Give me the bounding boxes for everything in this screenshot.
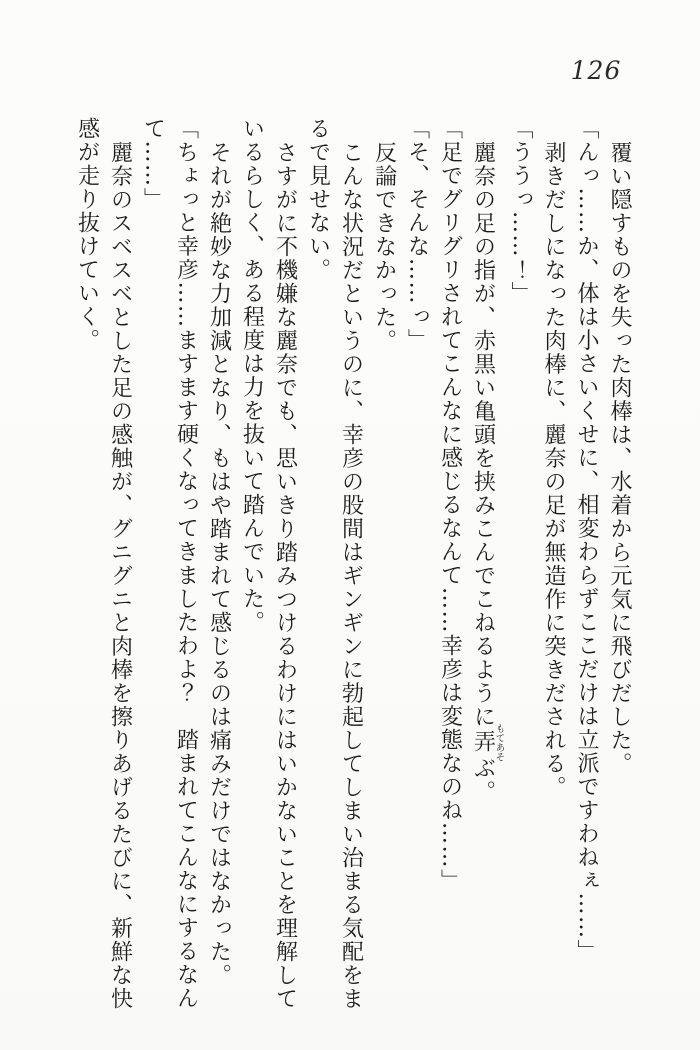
paragraph: さすがに不機嫌な麗奈でも、思いきり踏みつけるわけにはいかないことを理解しているらしく、ある程度は力を抜いて踏んでいた。 [239, 117, 298, 1010]
paragraph: 覆い隠すものを失った肉棒は、水着から元気に飛びだした。 [607, 140, 632, 775]
paragraph: 「ちょっと幸彦……ますます硬くなってきましたわよ？ 踏まれてこんなにするなんて……」 [140, 117, 199, 1010]
paragraph: 麗奈のスベスベとした足の感触が、グニグニと肉棒を擦りあげるたびに、新鮮な快感が走り抜けていく。 [74, 117, 133, 1010]
paragraph: 「足でグリグリされてこんなに感じるなんて……幸彦は変態なのね……」 [437, 117, 463, 893]
text-block [71, 117, 637, 1012]
paragraph: 剥きだしになった肉棒に、麗奈の足が無造作に突きだされる。 [541, 140, 566, 799]
paragraph: それが絶妙な力加減となり、もはや踏まれて感じるのは痛みだけではなかった。 [206, 140, 232, 987]
paragraph: 反論できなかった。 [371, 140, 397, 352]
page-number: 126 [570, 56, 622, 85]
paragraph: 「そ、そんな……っ」 [404, 117, 430, 352]
paragraph: 麗奈の足の指が、赤黒い亀頭を挟みこんでこねるように弄もてあそぶ。 [470, 140, 505, 803]
paragraph: 「んっ……か、体は小さいくせに、相変わらずここだけは立派ですわねぇ……」 [574, 117, 599, 963]
paragraph: 「ううっ……！」 [508, 117, 533, 305]
paragraph: こんな状況だというのに、幸彦の股間はギンギンに勃起してしまい治まる気配をまるで見せない。 [305, 117, 364, 1010]
furigana: 弄もてあそ [470, 723, 505, 761]
